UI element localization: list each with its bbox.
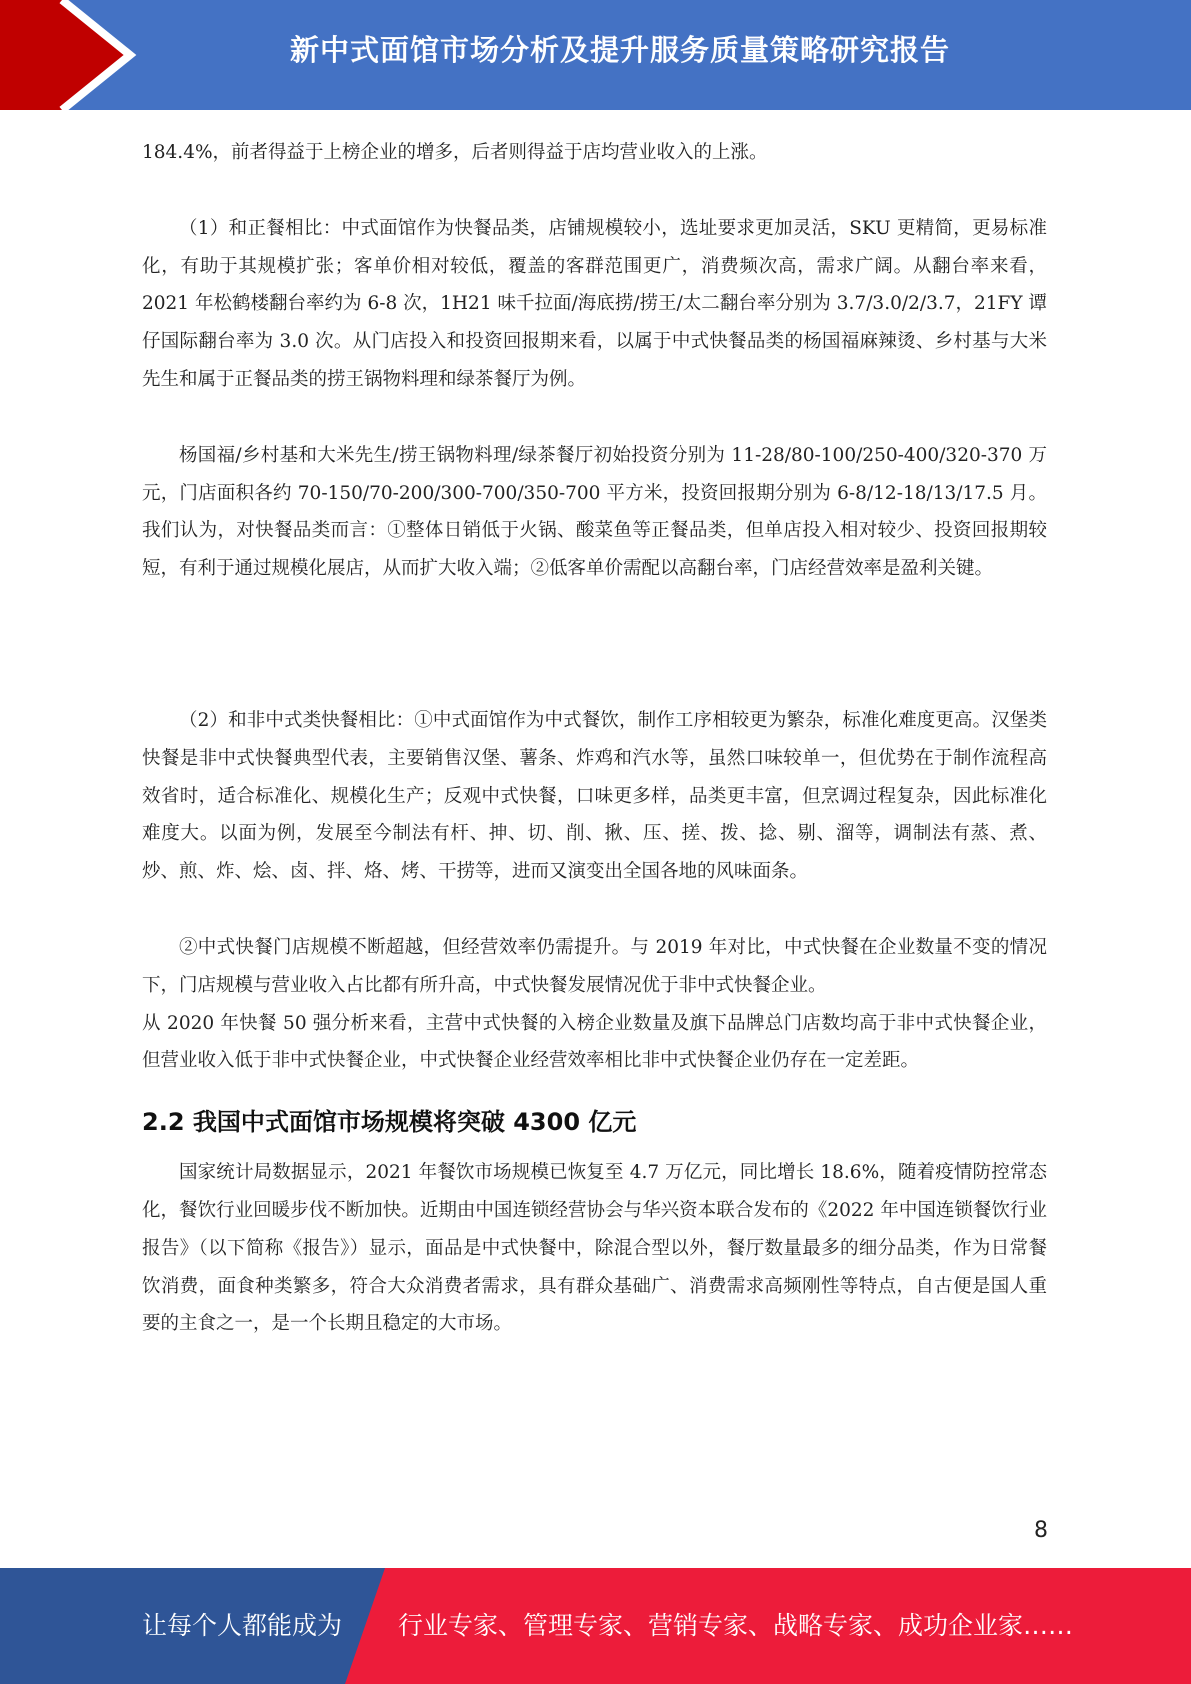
paragraph-compare-western-fastfood: （2）和非中式类快餐相比：①中式面馆作为中式餐饮，制作工序相较更为繁杂，标准化难度更高。汉堡类快餐是非中式快餐典型代表，主要销售汉堡、薯条、炸鸡和汽水等，虽然口味较单一，但优势在于制作流程高效省时，适合标准化、规模化生产；反观中式快餐，口味更多样，品类更丰富，但烹调过程复杂，因此标准化难度大。以面为例，发展至今制法有杆、抻、切、削、揪、压、搓、拨、捻、剔、溜等，调制法有蒸、煮、炒、煎、炸、烩、卤、拌、烙、烤、干捞等，进而又演变出全国各地的风味面条。	[142, 709, 1047, 883]
paragraph-investment-data: 杨国福/乡村基和大米先生/捞王锅物料理/绿茶餐厅初始投资分别为 11-28/80-100/250-400/320-370 万元，门店面积各约 70-150/70-200/300-700/350-700 平方米，投资回报期分别为 6-8/12-18/13/17.5 月。我们认为，对快餐品类而言：①整体日销低于火锅、酸菜鱼等正餐品类，但单店投入相对较少、投资回报期较短，有利于通过规模化展店，从而扩大收入端；②低客单价需配以高翻台率，门店经营效率是盈利关键。	[142, 444, 1047, 580]
paragraph-market-size: 国家统计局数据显示，2021 年餐饮市场规模已恢复至 4.7 万亿元，同比增长 18.6%，随着疫情防控常态化，餐饮行业回暖步伐不断加快。近期由中国连锁经营协会与华兴资本联合发布的《2022 年中国连锁餐饮行业报告》（以下简称《报告》）显示，面品是中式快餐中，除混合型以外，餐厅数量最多的细分品类，作为日常餐饮消费，面食种类繁多，符合大众消费者需求，具有群众基础广、消费需求高频刚性等特点，自古便是国人重要的主食之一，是一个长期且稳定的大市场。	[142, 1162, 1047, 1335]
footer-slogan-right: 行业专家、管理专家、营销专家、战略专家、成功企业家……	[398, 1611, 1074, 1640]
paragraph-top50-analysis: 从 2020 年快餐 50 强分析来看，主营中式快餐的入榜企业数量及旗下品牌总门店数均高于非中式快餐企业，但营业收入低于非中式快餐企业，中式快餐企业经营效率相比非中式快餐企业仍存在一定差距。	[142, 1012, 1047, 1072]
section-heading: 2.2 我国中式面馆市场规模将突破 4300 亿元	[142, 1108, 637, 1137]
page-header	[0, 0, 1191, 110]
paragraph-store-scale: ②中式快餐门店规模不断超越，但经营效率仍需提升。与 2019 年对比，中式快餐在企业数量不变的情况下，门店规模与营业收入占比都有所升高，中式快餐发展情况优于非中式快餐企业。	[142, 936, 1047, 996]
paragraph-compare-formal-dining: （1）和正餐相比：中式面馆作为快餐品类，店铺规模较小，选址要求更加灵活，SKU 更精简，更易标准化，有助于其规模扩张；客单价相对较低，覆盖的客群范围更广，消费频次高，需求广阔。从翻台率来看，2021 年松鹤楼翻台率约为 6-8 次，1H21 味千拉面/海底捞/捞王/太二翻台率分别为 3.7/3.0/2/3.7，21FY 谭仔国际翻台率为 3.0 次。从门店投入和投资回报期来看，以属于中式快餐品类的杨国福麻辣烫、乡村基与大米先生和属于正餐品类的捞王锅物料理和绿茶餐厅为例。	[142, 217, 1047, 390]
header-chevron-decoration	[0, 0, 160, 110]
document-body	[142, 134, 1047, 1343]
header-title: 新中式面馆市场分析及提升服务质量策略研究报告	[289, 33, 950, 67]
footer-slogan-left: 让每个人都能成为	[142, 1611, 343, 1640]
page-footer	[0, 1568, 1191, 1684]
page-number: 8	[1034, 1518, 1048, 1543]
paragraph-continuation: 184.4%，前者得益于上榜企业的增多，后者则得益于店均营业收入的上涨。	[142, 142, 768, 163]
